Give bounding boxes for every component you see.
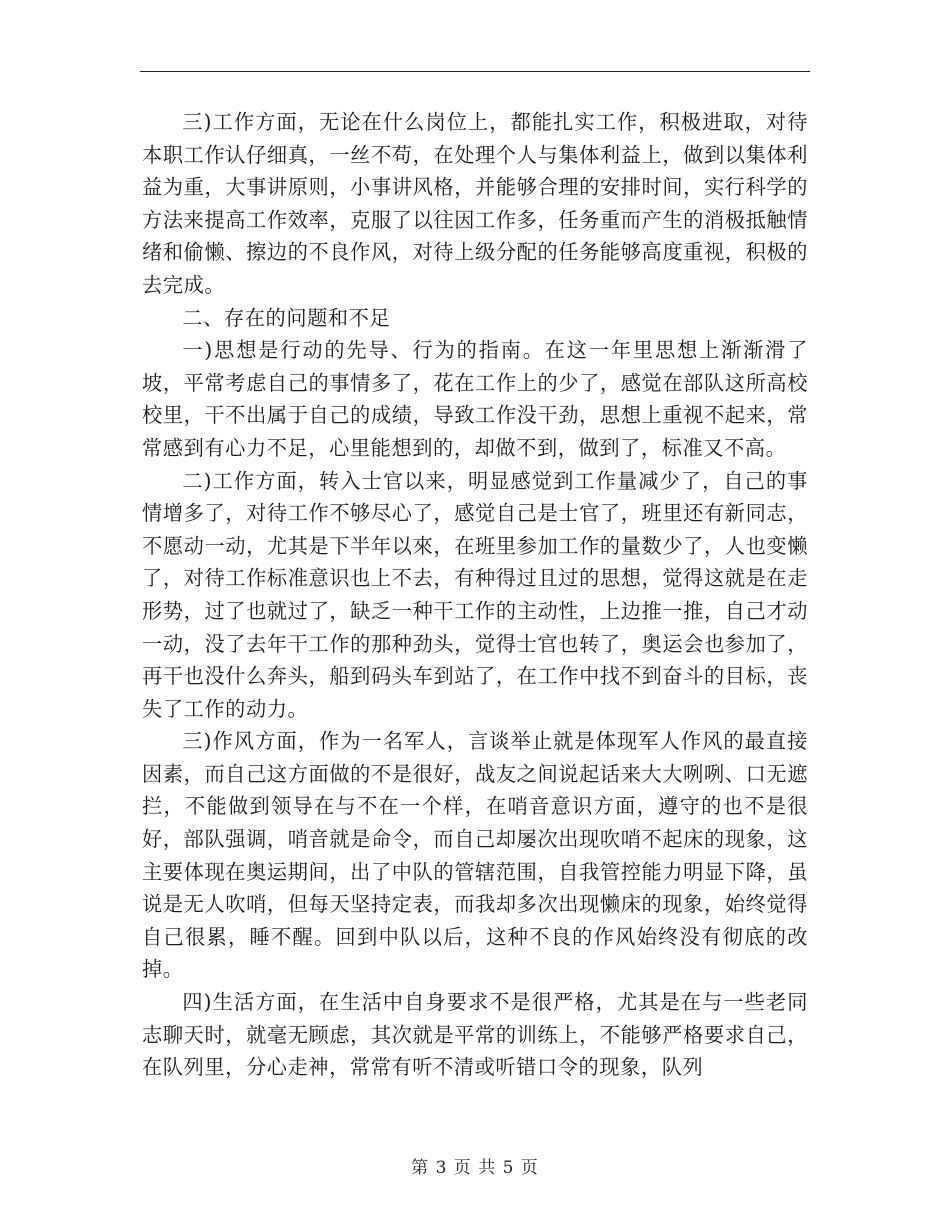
paragraph-work-problems: 二)工作方面，转入士官以来，明显感觉到工作量减少了，自己的事情增多了，对待工作不够尽心了，感觉自己是士官了，班里还有新同志，不愿动一动，尤其是下半年以來，在班里参加工作的量数少了，人也变懒了，对待工作标准意识也上不去，有种得过且过的思想，觉得这就是在走形势，过了也就过了，缺乏一种干工作的主动性，上边推一推，自己才动一动，没了去年干工作的那种劲头，觉得士官也转了，奥运会也参加了，再干也没什么奔头，船到码头车到站了，在工作中找不到奋斗的目标，丧失了工作的动力。: [142, 468, 808, 721]
paragraph-thought: 一)思想是行动的先导、行为的指南。在这一年里思想上渐渐滑了坡，平常考虑自己的事情多了，花在工作上的少了，感觉在部队这所高校校里，干不出属于自己的成绩，导致工作没干劲，思想上重视不起来，常常感到有心力不足，心里能想到的，却做不到，做到了，标准又不高。: [142, 338, 808, 460]
header-rule: [140, 71, 810, 72]
page-number: 第 3 页 共 5 页: [411, 1158, 539, 1178]
paragraph-life: 四)生活方面，在生活中自身要求不是很严格，尤其是在与一些老同志聊天时，就毫无顾虑，其次就是平常的训练上，不能够严格要求自己，在队列里，分心走神，常常有听不清或听错口令的现象，队列: [142, 990, 808, 1080]
paragraph-work-attitude: 三)工作方面，无论在什么岗位上，都能扎实工作，积极进取，对待本职工作认仔细真，一丝不苟，在处理个人与集体利益上，做到以集体利益为重，大事讲原则，小事讲风格，并能够合理的安排时间，实行科学的方法来提高工作效率，克服了以往因工作多，任务重而产生的消极抵触情绪和偷懒、擦边的不良作风，对待上级分配的任务能够高度重视，积极的去完成。: [142, 110, 808, 297]
document-body: [142, 106, 808, 1084]
section-heading-problems: 二、存在的问题和不足: [182, 305, 391, 330]
paragraph-style: 三)作风方面，作为一名军人，言谈举止就是体现军人作风的最直接因素，而自己这方面做的不是很好，战友之间说起话来大大咧咧、口无遮拦，不能做到领导在与不在一个样，在哨音意识方面，遵守的也不是很好，部队强调，哨音就是命令，而自己却屡次出现吹哨不起床的现象，这主要体现在奥运期间，出了中队的管辖范围，自我管控能力明显下降，虽说是无人吹哨，但每天坚持定表，而我却多次出现懒床的现象，始终觉得自己很累，睡不醒。回到中队以后，这种不良的作风始终没有彻底的改掉。: [142, 729, 808, 982]
